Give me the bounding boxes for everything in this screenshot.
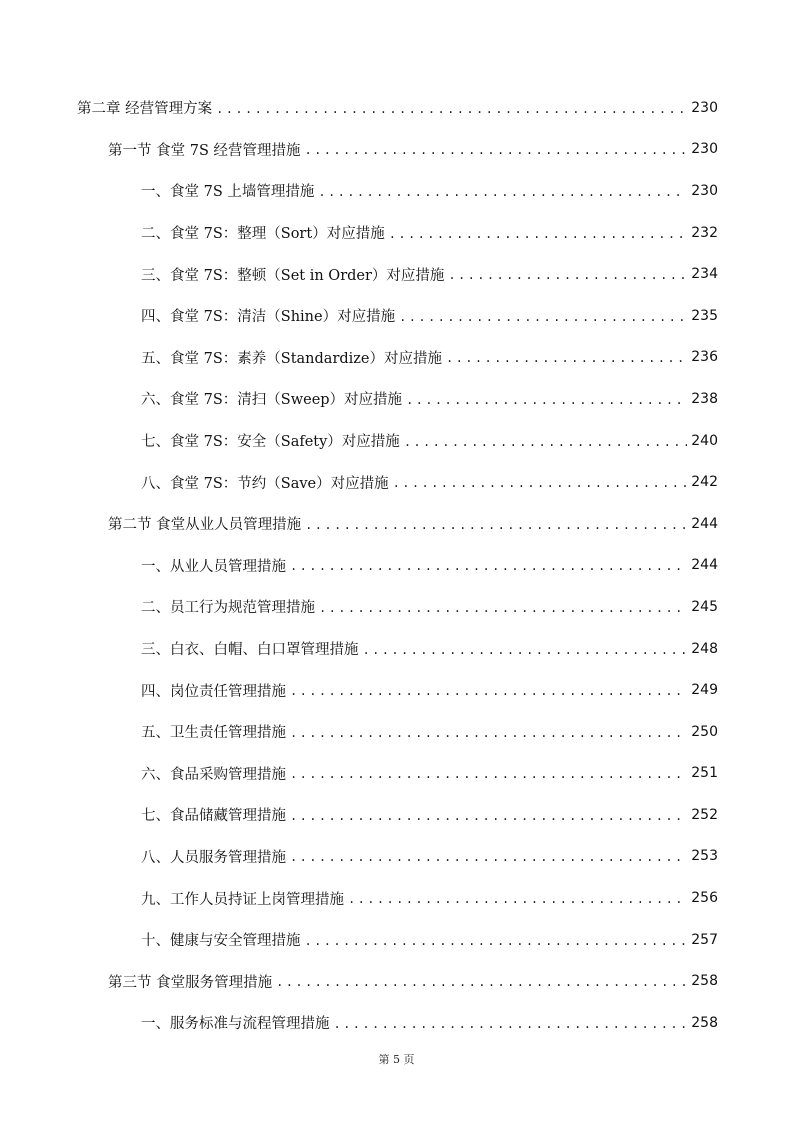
toc-entry-title: 第一节 食堂 7S 经营管理措施: [108, 142, 301, 159]
toc-entry-title: 第二节 食堂从业人员管理措施: [108, 517, 302, 534]
toc-entry-title: 八、食堂 7S：节约（Save）对应措施: [141, 475, 389, 492]
toc-entry-title: 九、工作人员持证上岗管理措施: [141, 891, 344, 908]
toc-entry-page-number: 252: [691, 806, 718, 823]
toc-entry-title: 第二章 经营管理方案: [77, 101, 213, 118]
toc-entry-title: 七、食堂 7S：安全（Safety）对应措施: [141, 434, 400, 451]
toc-dot-leader: [319, 601, 687, 615]
toc-entry-title: 五、食堂 7S：素养（Standardize）对应措施: [141, 350, 443, 367]
toc-entry[interactable]: [0, 295, 793, 337]
toc-entry[interactable]: [0, 877, 793, 919]
toc-entry-page-number: 245: [691, 598, 718, 615]
toc-entry-title: 四、岗位责任管理措施: [141, 683, 286, 700]
toc-entry[interactable]: [0, 960, 793, 1002]
toc-dot-leader: [305, 518, 687, 532]
toc-entry-page-number: 230: [691, 99, 718, 116]
toc-entry[interactable]: [0, 129, 793, 171]
toc-dot-leader: [399, 310, 687, 324]
toc-entry-title: 七、食品储藏管理措施: [141, 808, 286, 825]
toc-dot-leader: [348, 892, 687, 906]
toc-entry[interactable]: [0, 794, 793, 836]
toc-entry-title: 六、食堂 7S：清扫（Sweep）对应措施: [141, 392, 403, 409]
toc-entry[interactable]: [0, 586, 793, 628]
toc-entry[interactable]: [0, 212, 793, 254]
toc-dot-leader: [290, 684, 687, 698]
toc-dot-leader: [216, 102, 687, 116]
toc-entry[interactable]: [0, 1002, 793, 1044]
toc-entry-title: 六、食品采购管理措施: [141, 766, 286, 783]
toc-entry-page-number: 234: [691, 266, 718, 283]
toc-entry-title: 五、卫生责任管理措施: [141, 725, 286, 742]
toc-entry-page-number: 242: [691, 474, 718, 491]
toc-entry-page-number: 256: [691, 890, 718, 907]
toc-entry-page-number: 238: [691, 390, 718, 407]
toc-dot-leader: [290, 559, 687, 573]
toc-entry-title: 一、从业人员管理措施: [141, 558, 286, 575]
toc-dot-leader: [290, 726, 687, 740]
toc-entry[interactable]: [0, 378, 793, 420]
toc-entry[interactable]: [0, 919, 793, 961]
toc-entry-title: 四、食堂 7S：清洁（Shine）对应措施: [141, 309, 396, 326]
toc-entry-title: 一、食堂 7S 上墙管理措施: [141, 184, 315, 201]
toc-entry[interactable]: [0, 253, 793, 295]
toc-entry-page-number: 235: [691, 307, 718, 324]
toc-dot-leader: [276, 975, 687, 989]
toc-entry[interactable]: [0, 87, 793, 129]
toc-entry-page-number: 230: [691, 182, 718, 199]
toc-entry-page-number: 258: [691, 1014, 718, 1031]
toc-entry-title: 二、食堂 7S：整理（Sort）对应措施: [141, 226, 385, 243]
toc-dot-leader: [448, 268, 687, 282]
toc-entry[interactable]: [0, 545, 793, 587]
toc-entry-page-number: 257: [691, 931, 718, 948]
toc-dot-leader: [406, 393, 687, 407]
toc-entry-page-number: 251: [691, 765, 718, 782]
toc-entry-title: 三、白衣、白帽、白口罩管理措施: [141, 642, 359, 659]
page-footer: [0, 1051, 793, 1067]
toc-entry-page-number: 236: [691, 349, 718, 366]
toc-entry[interactable]: [0, 669, 793, 711]
toc-entry-page-number: 248: [691, 640, 718, 657]
toc-entry[interactable]: [0, 711, 793, 753]
toc-dot-leader: [334, 1017, 688, 1031]
toc-entry[interactable]: [0, 337, 793, 379]
toc-entry-page-number: 240: [691, 432, 718, 449]
toc-dot-leader: [305, 143, 688, 157]
toc-dot-leader: [404, 435, 687, 449]
toc-entry-title: 二、员工行为规范管理措施: [141, 600, 315, 617]
toc-dot-leader: [389, 227, 688, 241]
toc-dot-leader: [290, 850, 687, 864]
toc-entry[interactable]: [0, 170, 793, 212]
toc-dot-leader: [290, 767, 687, 781]
toc-entry-title: 三、食堂 7S：整顿（Set in Order）对应措施: [141, 267, 445, 284]
toc-entry-page-number: 244: [691, 515, 718, 532]
toc-dot-leader: [290, 809, 687, 823]
toc-entry-page-number: 258: [691, 973, 718, 990]
toc-entry-title: 一、服务标准与流程管理措施: [141, 1016, 330, 1033]
toc-entry[interactable]: [0, 836, 793, 878]
toc-entry-page-number: 230: [691, 141, 718, 158]
toc-dot-leader: [393, 476, 688, 490]
toc-entry-title: 八、人员服务管理措施: [141, 849, 286, 866]
toc-dot-leader: [318, 185, 687, 199]
toc-entry[interactable]: [0, 753, 793, 795]
toc-entry-title: 十、健康与安全管理措施: [141, 933, 301, 950]
toc-entry-page-number: 249: [691, 682, 718, 699]
toc-dot-leader: [446, 351, 687, 365]
toc-entry[interactable]: [0, 503, 793, 545]
toc-entry-page-number: 232: [691, 224, 718, 241]
toc-entry-page-number: 253: [691, 848, 718, 865]
toc-entry[interactable]: [0, 461, 793, 503]
toc-entry-page-number: 250: [691, 723, 718, 740]
toc-entry-page-number: 244: [691, 557, 718, 574]
toc-entry-title: 第三节 食堂服务管理措施: [108, 974, 273, 991]
toc-entry[interactable]: [0, 628, 793, 670]
table-of-contents: [0, 87, 793, 1044]
page-number-label: 第 5 页: [378, 1053, 415, 1066]
toc-dot-leader: [363, 643, 688, 657]
toc-dot-leader: [305, 934, 688, 948]
toc-entry[interactable]: [0, 420, 793, 462]
